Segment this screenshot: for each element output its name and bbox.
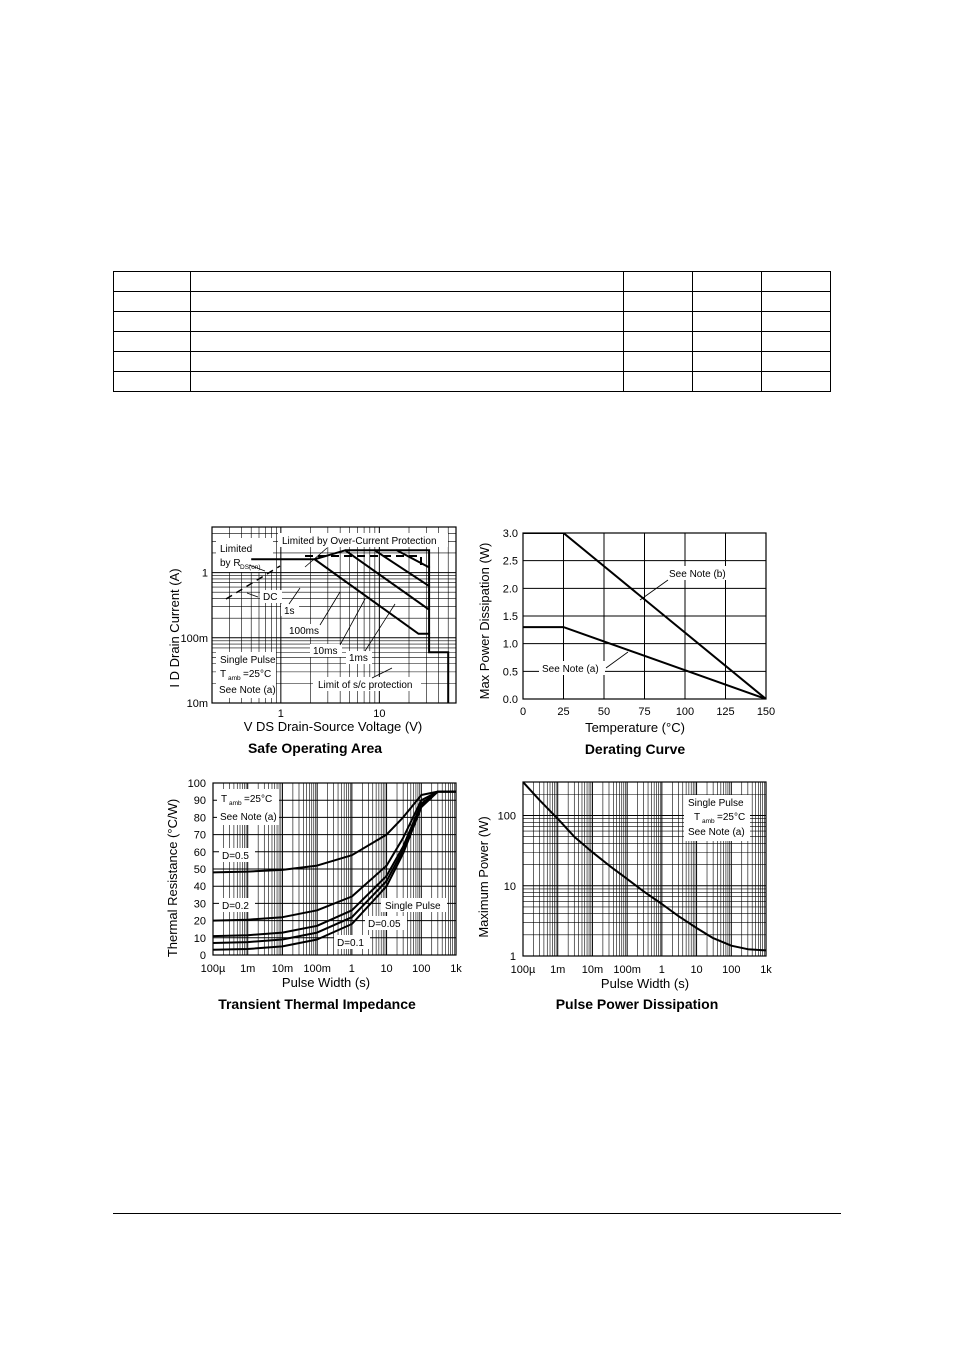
- der-ylabel: Max Power Dissipation (W): [477, 542, 492, 700]
- soa-ytick-0: 1: [201, 567, 208, 580]
- tti-xtick-1: 1m: [240, 963, 256, 975]
- soa-annot-1ms: 1ms: [349, 653, 368, 664]
- ppd-title: Pulse Power Dissipation: [555, 996, 719, 1012]
- ppd-annot-note: See Note (a): [688, 827, 745, 838]
- ppd-annot-single-pulse: Single Pulse: [688, 798, 744, 809]
- soa-annot-sc: Limit of s/c protection: [318, 680, 413, 691]
- tti-ytick-4: 40: [193, 881, 206, 894]
- soa-annot-temp: =25°C: [243, 669, 272, 680]
- soa-annot-amb: amb: [228, 675, 241, 682]
- soa-annot-1s: 1s: [284, 606, 295, 617]
- der-notea-leader: [606, 652, 628, 668]
- tti-xlabel: Pulse Width (s): [281, 975, 371, 990]
- soa-chart: [167, 527, 456, 756]
- der-ytick-4: 2.0: [502, 583, 518, 596]
- tti-ytick-6: 60: [193, 846, 206, 859]
- tti-ytick-8: 80: [193, 812, 206, 825]
- tti-chart: [165, 778, 462, 1012]
- tti-label-d01: D=0.1: [337, 938, 364, 949]
- der-ytick-5: 2.5: [502, 555, 518, 568]
- soa-title: Safe Operating Area: [247, 740, 383, 756]
- tti-xtick-6: 100: [412, 963, 431, 975]
- tti-xtick-7: 1k: [450, 963, 462, 975]
- der-ytick-0: 0.0: [502, 694, 518, 706]
- ppd-annot-amb: amb: [702, 818, 715, 825]
- soa-annot-rds-sub: DS(on): [240, 564, 261, 571]
- ppd-xlabel: Pulse Width (s): [600, 976, 690, 991]
- der-xtick-0: 0: [519, 706, 527, 718]
- soa-xtick-1: 10: [373, 708, 386, 720]
- soa-annot-t: T: [220, 669, 227, 680]
- tti-ytick-0: 0: [199, 950, 206, 962]
- der-xtick-5: 125: [716, 706, 735, 718]
- tti-xtick-2: 10m: [271, 963, 294, 975]
- ppd-xtick-7: 1k: [760, 964, 772, 976]
- tti-annot-temp: =25°C: [244, 794, 273, 805]
- der-xtick-1: 25: [557, 706, 570, 718]
- ppd-ytick-2: 100: [497, 810, 516, 823]
- der-ytick-2: 1.0: [502, 638, 518, 651]
- tti-ylabel: Thermal Resistance (°C/W): [165, 798, 180, 958]
- tti-annot-t: T: [221, 794, 228, 805]
- soa-annot-note: See Note (a): [219, 685, 276, 696]
- ppd-xtick-0: 100µ: [510, 964, 536, 976]
- soa-ytick-2: 10m: [186, 698, 208, 710]
- soa-annot-limited: Limited: [220, 544, 253, 555]
- soa-annot-100ms: 100ms: [289, 626, 320, 637]
- tti-ytick-5: 50: [193, 864, 206, 876]
- footer-rule: [113, 1213, 841, 1214]
- ppd-xtick-6: 100: [722, 964, 741, 976]
- ppd-ytick-1: 10: [503, 880, 516, 893]
- der-annot-noteb: See Note (b): [669, 569, 726, 580]
- soa-annot-ocp: Limited by Over-Current Protection: [282, 536, 437, 547]
- tti-label-d005: D=0.05: [368, 919, 401, 930]
- derating-chart: [477, 528, 775, 757]
- der-xlabel: Temperature (°C): [585, 720, 685, 735]
- tti-ytick-9: 90: [193, 795, 206, 808]
- ppd-ytick-0: 1: [509, 951, 516, 963]
- tti-label-single-pulse: Single Pulse: [385, 901, 441, 912]
- tti-label-d05: D=0.5: [222, 851, 249, 862]
- ppd-annot-temp: =25°C: [717, 812, 746, 823]
- ppd-ylabel: Maximum Power (W): [476, 816, 491, 938]
- tti-label-d02: D=0.2: [222, 901, 249, 912]
- ppd-xtick-1: 1m: [550, 964, 566, 976]
- der-annot-notea: See Note (a): [542, 664, 599, 675]
- der-ytick-3: 1.5: [502, 611, 518, 623]
- soa-annot-dc: DC: [263, 592, 278, 603]
- ppd-chart: [476, 782, 772, 1012]
- tti-ytick-7: 70: [193, 829, 206, 842]
- der-ytick-6: 3.0: [502, 528, 518, 540]
- tti-xtick-5: 10: [380, 963, 393, 975]
- ppd-xtick-5: 10: [690, 964, 703, 976]
- soa-ytick-1: 100m: [180, 632, 208, 645]
- der-ticks: [503, 528, 775, 718]
- soa-ylabel: I D Drain Current (A): [167, 568, 182, 688]
- soa-xlabel: V DS Drain-Source Voltage (V): [243, 719, 423, 734]
- soa-annot-by-r: by R: [220, 558, 241, 569]
- ppd-annot-t: T: [694, 812, 701, 823]
- der-xtick-2: 50: [597, 706, 611, 718]
- tti-xtick-0: 100µ: [200, 963, 226, 975]
- der-ytick-1: 0.5: [502, 666, 518, 679]
- tti-ytick-1: 10: [193, 932, 206, 945]
- tti-xtick-4: 1: [348, 963, 355, 975]
- tti-ytick-2: 20: [193, 915, 206, 928]
- ppd-xtick-2: 10m: [581, 964, 604, 976]
- tti-annot-note: See Note (a): [220, 812, 277, 823]
- der-xtick-6: 150: [756, 706, 776, 718]
- soa-ticks: [180, 568, 385, 720]
- tti-xtick-3: 100m: [303, 963, 331, 975]
- ppd-xtick-3: 100m: [613, 964, 641, 976]
- der-title: Derating Curve: [584, 741, 686, 757]
- der-xtick-4: 100: [675, 706, 695, 718]
- tti-ytick-3: 30: [193, 898, 206, 911]
- soa-annot-10ms: 10ms: [313, 646, 338, 657]
- soa-xtick-0: 1: [277, 708, 284, 720]
- tti-title: Transient Thermal Impedance: [218, 996, 416, 1012]
- ppd-xtick-4: 1: [658, 964, 665, 976]
- soa-annot-single-pulse: Single Pulse: [220, 655, 276, 666]
- tti-annot-amb: amb: [229, 800, 242, 807]
- der-xtick-3: 75: [638, 706, 651, 718]
- tti-ytick-10: 100: [187, 778, 206, 790]
